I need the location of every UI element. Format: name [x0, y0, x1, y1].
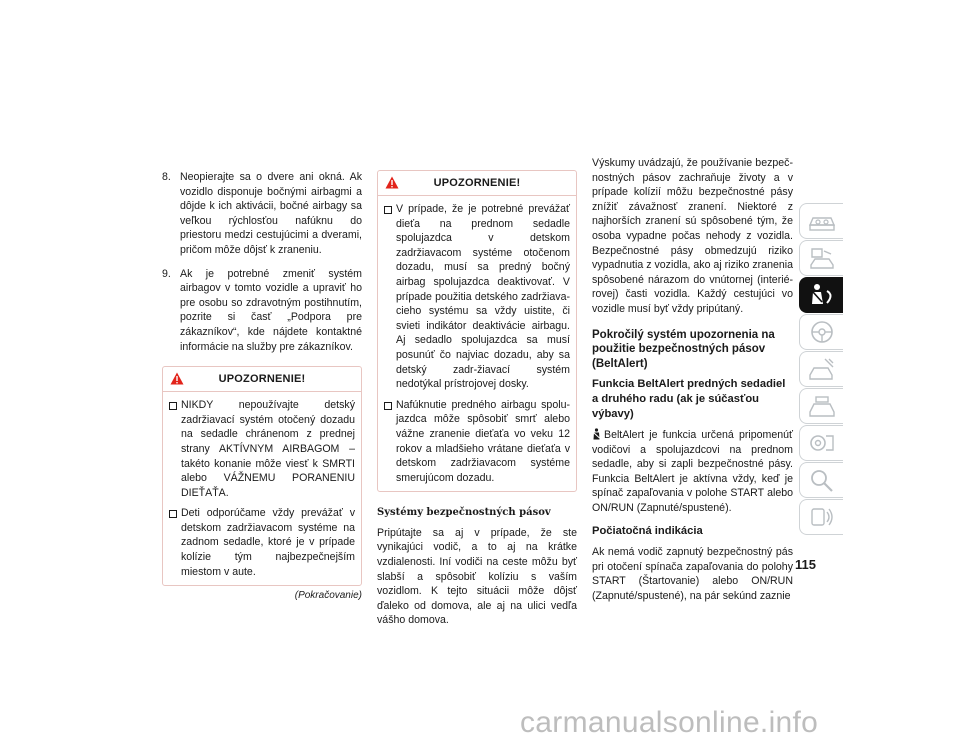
warning-title: UPOZORNENIE!: [433, 177, 521, 189]
car-dashboard-icon: [807, 208, 837, 234]
list-number: 9.: [162, 267, 171, 280]
warning-triangle-icon: [170, 372, 184, 385]
warning-bullet: [169, 506, 355, 579]
heading-front-seats: Funkcia BeltAlert predných sedadiel a druhého radu (ak je súčasťou výbavy): [592, 378, 786, 420]
list-item: [162, 170, 362, 258]
tab-multimedia[interactable]: [799, 499, 843, 535]
tab-maintenance[interactable]: [799, 425, 843, 461]
warning-box: [377, 170, 577, 492]
bullet-text: V prípade, že je potrebné prevážať dieťa na prednom sedadle spolujazdca v detskom zadržiavacom systéme otočenom dozadu, musí sa predný bočný airbag spolujazdca deaktivovať. V prípade použitia detského zadržiava-cieho systému sa vždy uistite, či svieti indikátor deaktivácie airbagu. Aj sedadlo spolujazdca sa musí posunúť čo najviac dozadu, aby sa detský zadr-žiavací systém nedotýkal prístrojovej dosky.: [396, 203, 570, 391]
warning-header: [163, 367, 361, 392]
list-text: Neopierajte sa o dvere ani okná. Ak vozidlo disponuje bočnými airbagmi a dôjde k ich aktivácii, bočné airbagy sa veľkou rýchlosťou nafúknu do priestoru medzi cestujúcimi a dverami, pričom môže dôjsť k zraneniu.: [180, 171, 362, 256]
tab-safety[interactable]: [799, 277, 843, 313]
beltalert-paragraph: [592, 428, 793, 516]
tab-starting[interactable]: [799, 351, 843, 387]
seatbelt-airbag-icon: [807, 282, 837, 308]
section-paragraph: Pripútajte sa aj v prípade, že ste vynikajúci vodič, a to aj na krátke vzdialenosti. Iní vodiči na ceste môžu byť slabší a spôsobiť kolíziu s vaším vozidlom. K tejto situácii môže dôjsť ďaleko od domova, ale aj na ulici vedľa vášho domova.: [377, 526, 577, 627]
continued-note: (Pokračovanie): [294, 590, 362, 602]
warning-body: [163, 392, 361, 585]
intro-paragraph: Výskumy uvádzajú, že používanie bezpeč-nostných pásov zachraňuje životy a v prípade kolízií môžu bezpečnostné pásy znížiť závažnosť zranení. Niektoré z najhorších zranení sú spôsobené tým, že osoba vypadne počas nehody z vozidla. Bezpečnostné pásy obmedzujú riziko vypadnutia z vozidla, ako aj riziko zranenia spôsobené nárazom do vnútornej (interié-rovej) časti vozidla. Každý cestujúci vo vozidle musí byť vždy pripútaný.: [592, 157, 793, 315]
list-item: [162, 267, 362, 355]
bullet-square-icon: [169, 402, 177, 410]
column-middle: [377, 170, 577, 628]
maintenance-icon: [807, 430, 837, 456]
bullet-text: NIKDY nepoužívajte detský zadržiavací systém otočený dozadu na sedadle chránenom z prednej strany AKTÍVNYM AIRBAGOM – takéto konanie môže viesť k SMRTI alebo VÁŽNEMU PORANENIU DIEŤAŤA.: [181, 399, 355, 499]
list-number: 8.: [162, 171, 171, 183]
bullet-text: Nafúknutie predného airbagu spolu-jazdca môže spôsobiť smrť alebo vážne zranenie dieťaťa vo veku 12 rokov a mladšieho vrátane dieťaťa v detskom zadržiavacom systéme smerujúcom dozadu.: [396, 398, 570, 484]
roadside-emergency-icon: [807, 393, 837, 419]
heading-initial-indication: Počiatočná indikácia: [592, 524, 703, 537]
car-starting-icon: [807, 356, 837, 382]
tab-driving[interactable]: [799, 314, 843, 350]
warning-body: [378, 196, 576, 491]
seatbelt-warning-icon: [592, 428, 601, 440]
column-left: [162, 170, 362, 604]
list-text: Ak je potrebné zmeniť systém airbagov v tomto vozidle a upraviť ho pre osobu so zdravotným postihnutím, pozrite si časť „Podpora pre zákazníkov“, kde nájdete kontaktné informácie na služby pre zákazníkov.: [180, 267, 362, 353]
tab-car-controls[interactable]: [799, 240, 843, 276]
warning-bullet: [384, 202, 570, 392]
warning-box: [162, 366, 362, 586]
heading-beltalert: Pokročilý systém upozornenia na použitie bezpečnostných pásov (BeltAlert): [592, 328, 775, 370]
tab-index[interactable]: [799, 462, 843, 498]
warning-bullet: [384, 398, 570, 486]
warning-header: [378, 171, 576, 196]
footer-watermark: carmanualsonline.info: [520, 706, 819, 739]
multimedia-icon: [807, 504, 837, 530]
tab-car-dashboard[interactable]: [799, 203, 843, 239]
bullet-square-icon: [384, 206, 392, 214]
car-controls-icon: [807, 245, 837, 271]
warning-title: UPOZORNENIE!: [218, 373, 306, 386]
column-right: [592, 156, 793, 604]
initial-paragraph: Ak nemá vodič zapnutý bezpečnostný pás pri otočení spínača zapaľovania do polohy START (Štartovanie) alebo ON/RUN (Zapnuté/spustené), na pár sekúnd zaznie: [592, 546, 793, 603]
warning-triangle-icon: [385, 176, 399, 189]
bullet-square-icon: [384, 402, 392, 410]
warning-bullet: [169, 398, 355, 500]
bullet-text: Deti odporúčame vždy prevážať v detskom zadržiavacom systéme na zadnom sedadle, ktoré je v prípade kolízie tým najbezpečnejším miestom v aute.: [181, 507, 355, 578]
tab-emergency[interactable]: [799, 388, 843, 424]
steering-wheel-icon: [807, 319, 837, 345]
page-number: 115: [795, 557, 816, 572]
bullet-square-icon: [169, 510, 177, 518]
section-title: Systémy bezpečnostných pásov: [377, 507, 551, 519]
beltalert-text: BeltAlert je funkcia určená pripomenúť vodičovi a spolujazdcovi na prednom sedadle, aby si zapli bezpečnostné pásy. Funkcia BeltAlert je aktívna vždy, keď je spínač zapaľovania v polohe START alebo ON/RUN (Zapnuté/spustené).: [592, 429, 793, 515]
search-icon: [807, 467, 837, 493]
